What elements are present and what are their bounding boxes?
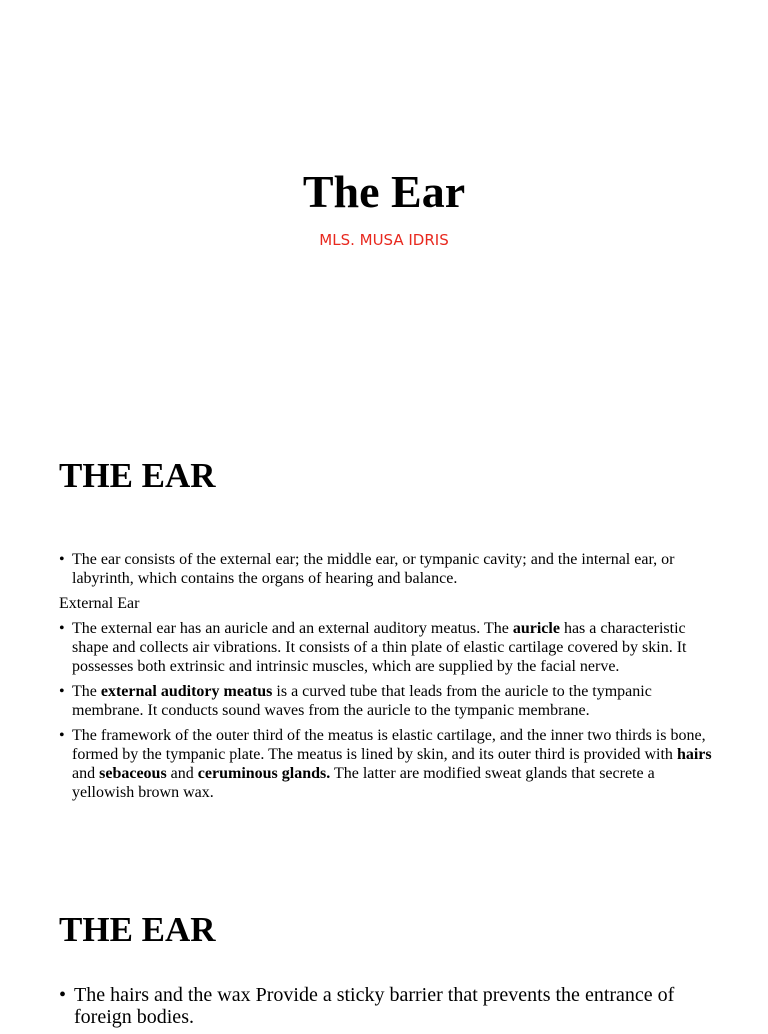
bold-term: sebaceous — [99, 765, 167, 782]
bullet-dot-icon: • — [59, 551, 65, 568]
bullet-text — [72, 727, 712, 801]
text-run: and — [72, 765, 100, 782]
slide-body — [59, 984, 719, 1034]
text-run: is a curved tube that leads from the auricle to the tympanic membrane. It conducts sound waves from the auricle to the tympanic membrane. — [72, 683, 652, 719]
bullet-dot-icon: • — [59, 620, 65, 637]
bullet-item — [59, 984, 719, 1028]
text-run: The — [72, 683, 101, 700]
section-label: External Ear — [59, 595, 140, 612]
bold-term: external auditory meatus — [100, 683, 273, 700]
slide-external-ear — [0, 432, 768, 864]
bold-term: hairs — [676, 746, 712, 763]
text-run: The external ear has an auricle and an external auditory meatus. The — [72, 620, 513, 637]
text-run: The framework of the outer third of the meatus is elastic cartilage, and the inner two thirds is bone, formed by the tympanic plate. The meatus is lined by skin, and its outer third is provided with — [72, 727, 706, 763]
bullet-item — [59, 619, 714, 676]
bullet-item — [59, 682, 714, 720]
bullet-dot-icon: • — [59, 683, 65, 700]
slide-heading: THE EAR — [59, 456, 216, 495]
slide-title — [0, 0, 768, 432]
bullet-text: The hairs and the wax Provide a sticky barrier that prevents the entrance of foreign bodies. — [74, 984, 675, 1028]
bullet-dot-icon: • — [59, 984, 67, 1006]
bold-term: ceruminous glands. — [197, 765, 331, 782]
bold-term: auricle — [512, 620, 560, 637]
presentation-title: The Ear — [302, 166, 466, 217]
author-subtitle: MLS. MUSA IDRIS — [319, 231, 449, 249]
text-run: The latter are modified sweat glands that secrete a yellowish brown wax. — [72, 765, 655, 801]
text-run: and — [166, 765, 198, 782]
slide-heading: THE EAR — [59, 910, 216, 949]
bullet-text — [72, 620, 686, 675]
text-run: has a characteristic shape and collects air vibrations. It consists of a thin plate of elastic cartilage covered by skin. It possesses both extrinsic and intrinsic muscles, which are supplied by the facial nerve. — [72, 620, 687, 675]
bullet-text: The ear consists of the external ear; the middle ear, or tympanic cavity; and the internal ear, or labyrinth, which contains the organs of hearing and balance. — [72, 551, 675, 587]
bullet-item — [59, 550, 714, 588]
bullet-dot-icon: • — [59, 727, 65, 744]
slide-body — [59, 550, 714, 808]
slide-ear-continued — [0, 864, 768, 1028]
bullet-item — [59, 726, 714, 802]
bullet-text — [72, 683, 652, 719]
